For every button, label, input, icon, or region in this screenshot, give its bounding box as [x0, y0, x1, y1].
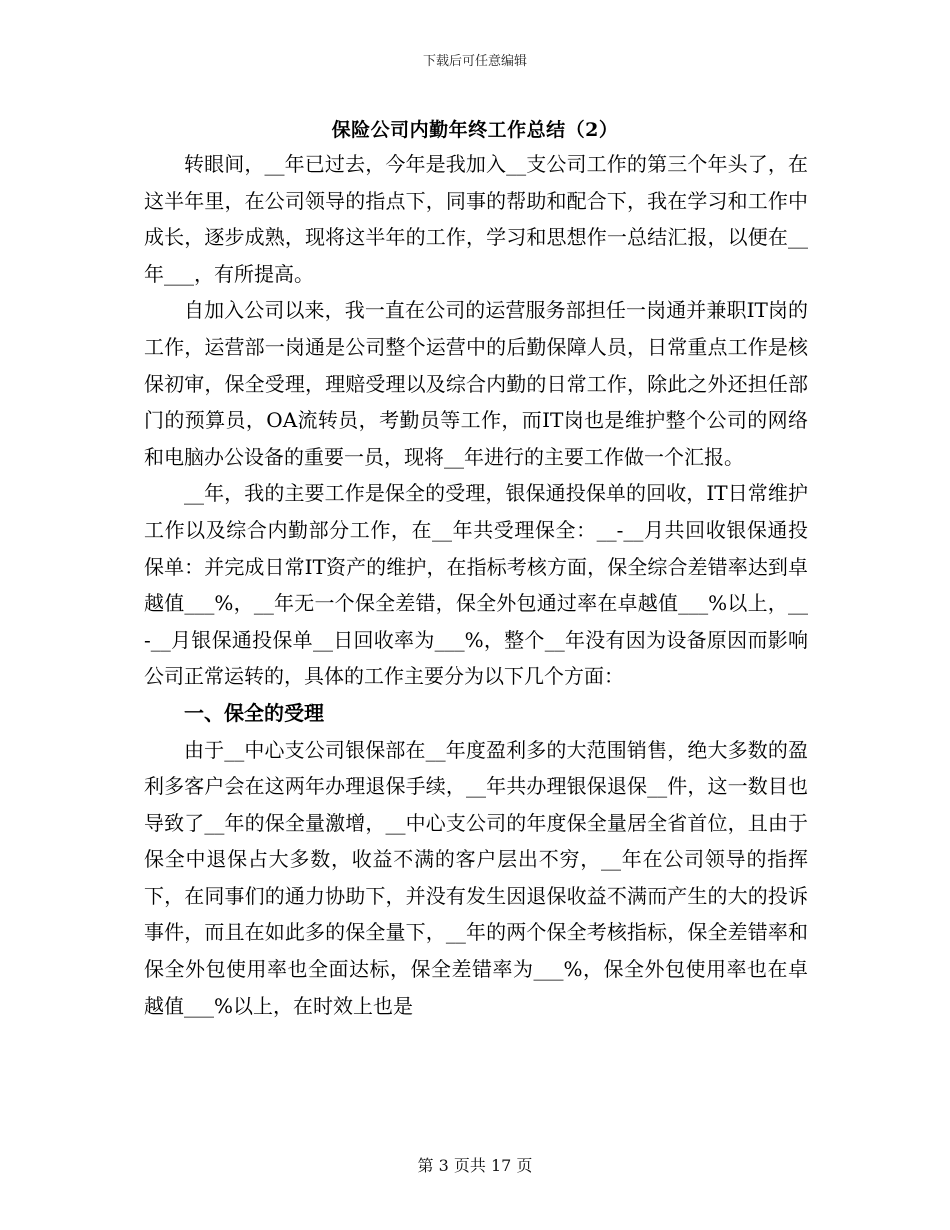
document-body [144, 146, 808, 1024]
section-heading-preservation: 一、保全的受理 [184, 700, 324, 725]
paragraph-preservation: 由于__中心支公司银保部在__年度盈利多的大范围销售，绝大多数的盈利多客户会在这两年办理退保手续，__年共办理银保退保__件，这一数目也导致了__年的保全量激增，__中心支公司的年度保全量居全省首位，且由于保全中退保占大多数，收益不满的客户层出不穷，__年在公司领导的指挥下，在同事们的通力协助下，并没有发生因退保收益不满而产生的大的投诉事件，而且在如此多的保全量下，__年的两个保全考核指标，保全差错率和保全外包使用率也全面达标，保全差错率为___%，保全外包使用率也在卓越值___%以上，在时效上也是 [144, 737, 808, 1018]
paragraph-role: 自加入公司以来，我一直在公司的运营服务部担任一岗通并兼职IT岗的工作，运营部一岗通是公司整个运营中的后勤保障人员，日常重点工作是核保初审，保全受理，理赔受理以及综合内勤的日常工作，除此之外还担任部门的预算员，OA流转员，考勤员等工作，而IT岗也是维护整个公司的网络和电脑办公设备的重要一员，现将__年进行的主要工作做一个汇报。 [144, 298, 808, 469]
header-note: 下载后可任意编辑 [422, 54, 527, 69]
paragraph-main-work: __年，我的主要工作是保全的受理，银保通投保单的回收，IT日常维护工作以及综合内勤部分工作，在__年共受理保全：__-__月共回收银保通投保单：并完成日常IT资产的维护，在指标考核方面，保全综合差错率达到卓越值___%，__年无一个保全差错，保全外包通过率在卓越值___%以上，__-__月银保通投保单__日回收率为___%，整个__年没有因为设备原因而影响公司正常运转的，具体的工作主要分为以下几个方面： [144, 481, 808, 689]
document-title: 保险公司内勤年终工作总结（2） [331, 119, 619, 141]
page-number: 第 3 页共 17 页 [417, 1156, 533, 1175]
paragraph-intro: 转眼间，__年已过去，今年是我加入__支公司工作的第三个年头了，在这半年里，在公司领导的指点下，同事的帮助和配合下，我在学习和工作中成长，逐步成熟，现将这半年的工作，学习和思想作一总结汇报，以便在__年___，有所提高。 [144, 152, 808, 286]
